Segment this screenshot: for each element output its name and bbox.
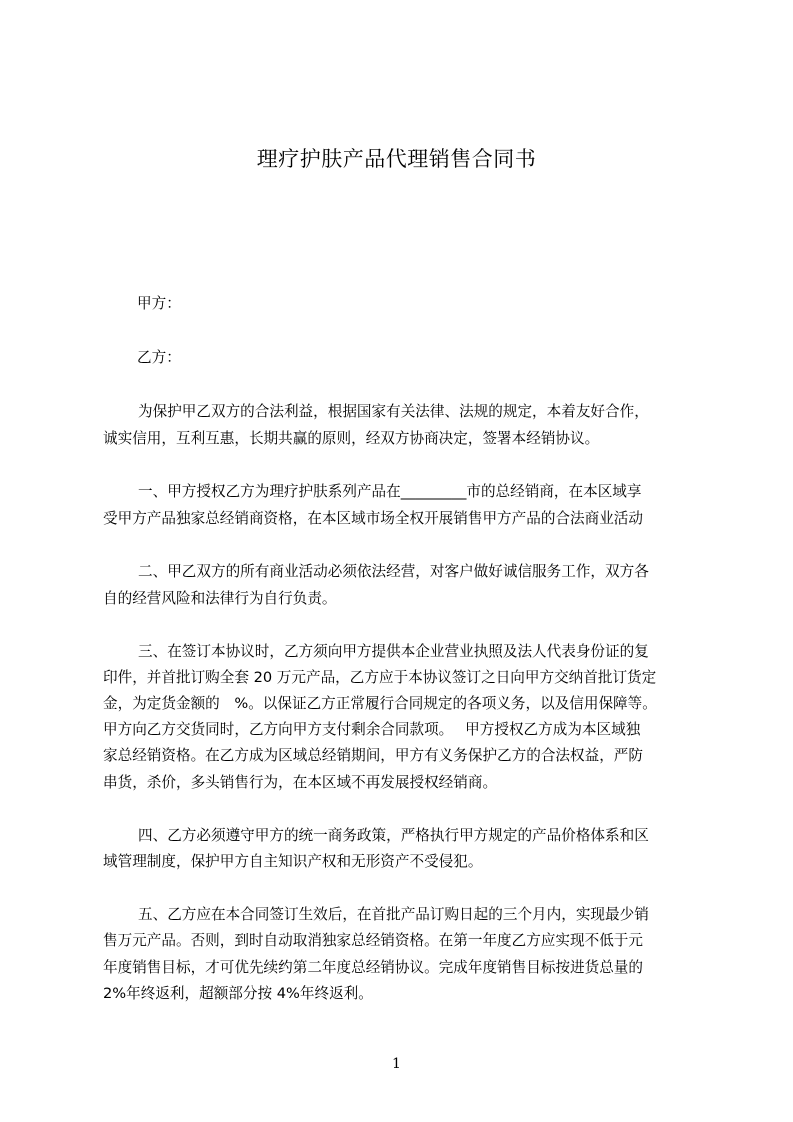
party-a-label: 甲方： <box>137 295 181 312</box>
page-number: 1 <box>392 1056 401 1072</box>
clause-line: 五、乙方应在本合同签订生效后，在首批产品订购日起的三个月内，实现最少销 <box>138 906 649 923</box>
clause-line: 一、甲方授权乙方为理疗护肤系列产品在_________市的总经销商，在本区域享 <box>138 483 642 500</box>
clause-line: 受甲方产品独家总经销商资格，在本区域市场全权开展销售甲方产品的合法商业活动 <box>103 510 643 527</box>
clause-line: 三、在签订本协议时，乙方须向甲方提供本企业营业执照及法人代表身份证的复 <box>138 643 649 660</box>
clause-line: 域管理制度，保护甲方自主知识产权和无形资产不受侵犯。 <box>103 853 483 870</box>
clause-line: 2%年终返利，超额部分按 4%年终返利。 <box>103 985 373 1002</box>
party-b-label: 乙方： <box>137 349 181 366</box>
clause-line: 家总经销资格。在乙方成为区域总经销期间，甲方有义务保护乙方的合法权益，严防 <box>103 747 643 764</box>
clause-line: 印件，并首批订购全套 20 万元产品，乙方应于本协议签订之日向甲方交纳首批订货定 <box>103 669 657 686</box>
preamble-line: 诚实信用，互利互惠，长期共赢的原则，经双方协商决定，签署本经销协议。 <box>103 430 600 447</box>
clause-line: 金，为定货金额的 %。以保证乙方正常履行合同规定的各项义务，以及信用保障等。 <box>103 695 657 712</box>
clause-line: 甲方向乙方交货同时，乙方向甲方支付剩余合同款项。 甲方授权乙方成为本区域独 <box>103 721 641 738</box>
clause-line: 串货，杀价，多头销售行为，在本区域不再发展授权经销商。 <box>103 774 498 791</box>
clause-line: 自的经营风险和法律行为自行负责。 <box>103 590 337 607</box>
clause-line: 年度销售目标，才可优先续约第二年度总经销协议。完成年度销售目标按进货总量的 <box>103 959 643 976</box>
clause-line: 四、乙方必须遵守甲方的统一商务政策，严格执行甲方规定的产品价格体系和区 <box>138 827 649 844</box>
preamble-line: 为保护甲乙双方的合法利益，根据国家有关法律、法规的规定，本着友好合作， <box>138 403 649 420</box>
clause-line: 二、甲乙双方的所有商业活动必须依法经营，对客户做好诚信服务工作，双方各 <box>138 563 649 580</box>
document-title: 理疗护肤产品代理销售合同书 <box>256 147 537 171</box>
clause-line: 售万元产品。否则，到时自动取消独家总经销资格。在第一年度乙方应实现不低于元 <box>103 932 643 949</box>
